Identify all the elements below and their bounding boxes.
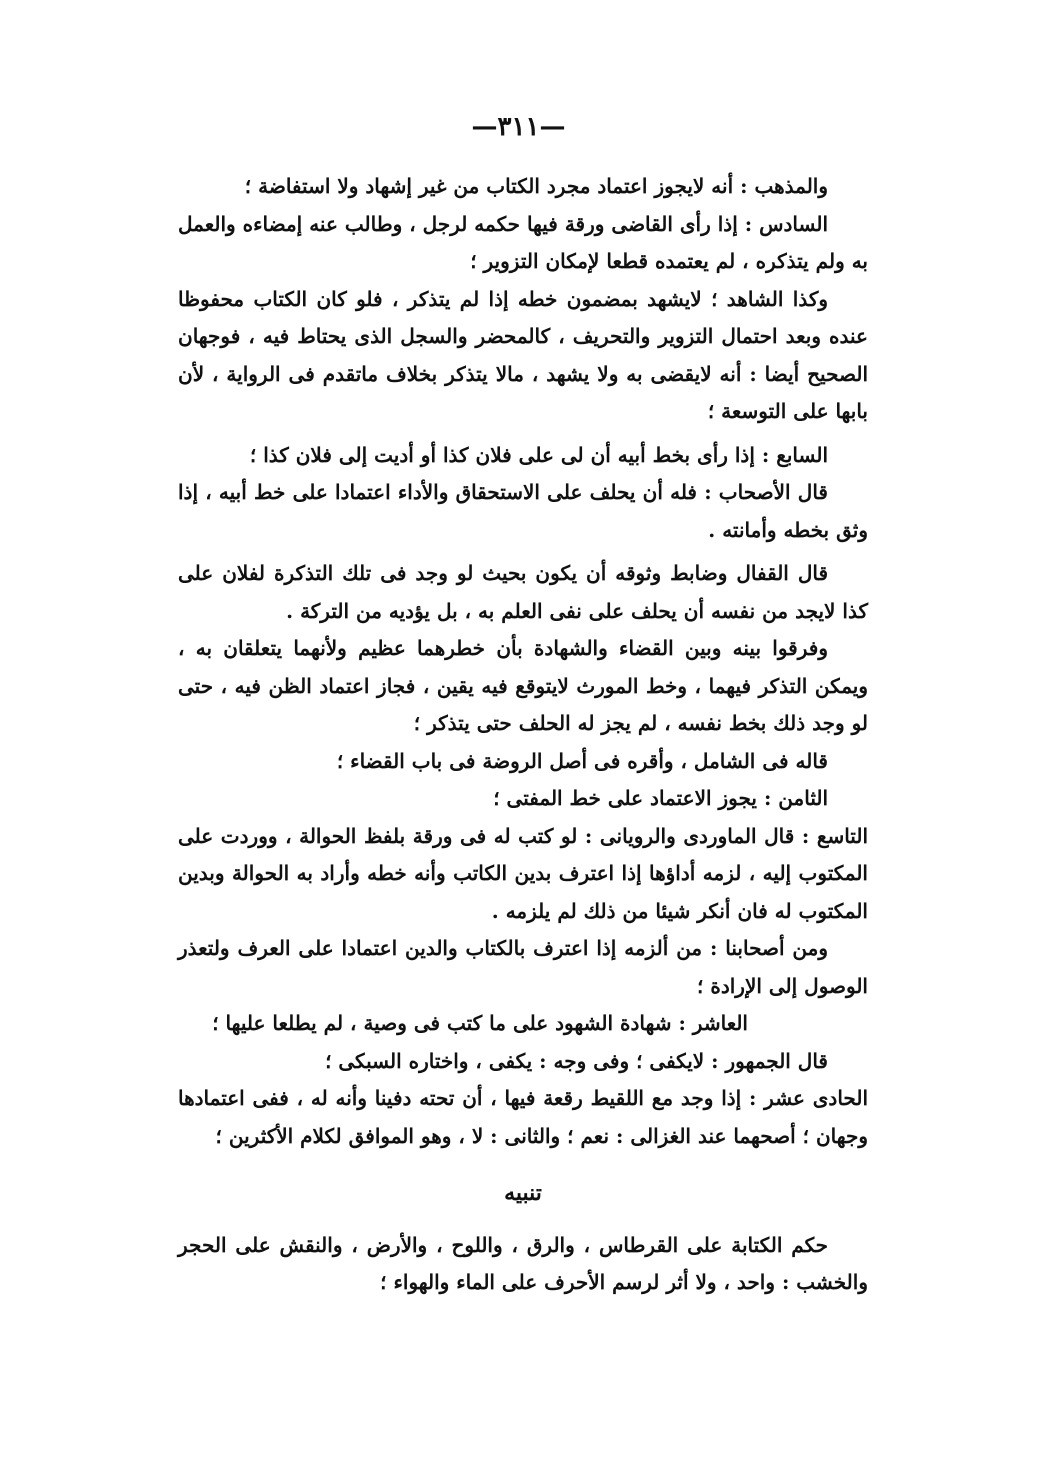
paragraph-sixth: السادس : إذا رأى القاضى ورقة فيها حكمه لرجل ، وطالب عنه إمضاءه والعمل به ولم يتذكره ، لم يعتمده قطعا لإمكان التزوير ؛: [178, 211, 868, 273]
paragraph-distinction: وفرقوا بينه وبين القضاء والشهادة بأن خطرهما عظيم ولأنهما يتعلقان به ، ويمكن التذكر فيهما ، وخط المورث لايتوقع فيه يقين ، فجاز اعتماد الظن فيه ، حتى لو وجد ذلك بخط نفسه ، لم يجز له الحلف حتى يتذكر ؛: [178, 636, 868, 735]
page-number: —٣١١—: [471, 112, 566, 142]
paragraph-closing: حكم الكتابة على القرطاس ، والرق ، واللوح ، والأرض ، والنقش على الحجر والخشب : واحد ، ولا أثر لرسم الأحرف على الماء والهواء ؛: [178, 1232, 868, 1294]
paragraph-ninth: التاسع : قال الماوردى والرويانى : لو كتب له فى ورقة بلفظ الحوالة ، ووردت على المكتوب إليه ، لزمه أداؤها إذا اعترف بدين الكاتب وأنه خطه وأراد به الحوالة وبدين المكتوب له فان أنكر شيئا من ذلك لم يلزمه .: [178, 823, 868, 923]
paragraph-companions: قال الأصحاب : فله أن يحلف على الاستحقاق والأداء اعتمادا على خط أبيه ، إذا وثق بخطه وأمانته .: [178, 480, 868, 542]
paragraph-eleventh: الحادى عشر : إذا وجد مع اللقيط رقعة فيها ، أن تحته دفينا وأنه له ، ففى اعتمادها وجهان ؛ أصحهما عند الغزالى : نعم ؛ والثانى : لا ، وهو الموافق لكلام الأكثرين ؛: [178, 1086, 868, 1148]
paragraph-shamil: قاله فى الشامل ، وأقره فى أصل الروضة فى باب القضاء ؛: [336, 748, 828, 773]
body-text: [178, 168, 868, 1302]
paragraph-witness: وكذا الشاهد ؛ لايشهد بمضمون خطه إذا لم يتذكر ، فلو كان الكتاب محفوظا عنده وبعد احتمال التزوير والتحريف ، كالمحضر والسجل الذى يحتاط فيه ، فوجهان الصحيح أيضا : أنه لايقضى به ولا يشهد ، مالا يتذكر بخلاف ماتقدم فى الرواية ، لأن بابها على التوسعة ؛: [178, 286, 868, 423]
paragraph-our-companions: ومن أصحابنا : من ألزمه إذا اعترف بالكتاب والدين اعتمادا على العرف ولتعذر الوصول إلى الإرادة ؛: [178, 936, 868, 998]
paragraph-tenth: العاشر : شهادة الشهود على ما كتب فى وصية ، لم يطلعا عليها ؛: [212, 1011, 748, 1035]
paragraph-majority: قال الجمهور : لايكفى ؛ وفى وجه : يكفى ، واختاره السبكى ؛: [325, 1048, 828, 1073]
paragraph-qaffal: قال القفال وضابط وثوقه أن يكون بحيث لو وجد فى تلك التذكرة لفلان على كذا لايجد من نفسه أن يحلف على نفى العلم به ، بل يؤديه من التركة .: [178, 561, 868, 623]
paragraph-eighth: الثامن : يجوز الاعتماد على خط المفتى ؛: [493, 786, 828, 810]
paragraph-seventh: السابع : إذا رأى بخط أبيه أن لى على فلان كذا أو أديت إلى فلان كذا ؛: [249, 442, 828, 467]
paragraph-doctrine: والمذهب : أنه لايجوز اعتماد مجرد الكتاب من غير إشهاد ولا استفاضة ؛: [244, 174, 828, 198]
section-heading: تنبيه: [504, 1180, 542, 1206]
